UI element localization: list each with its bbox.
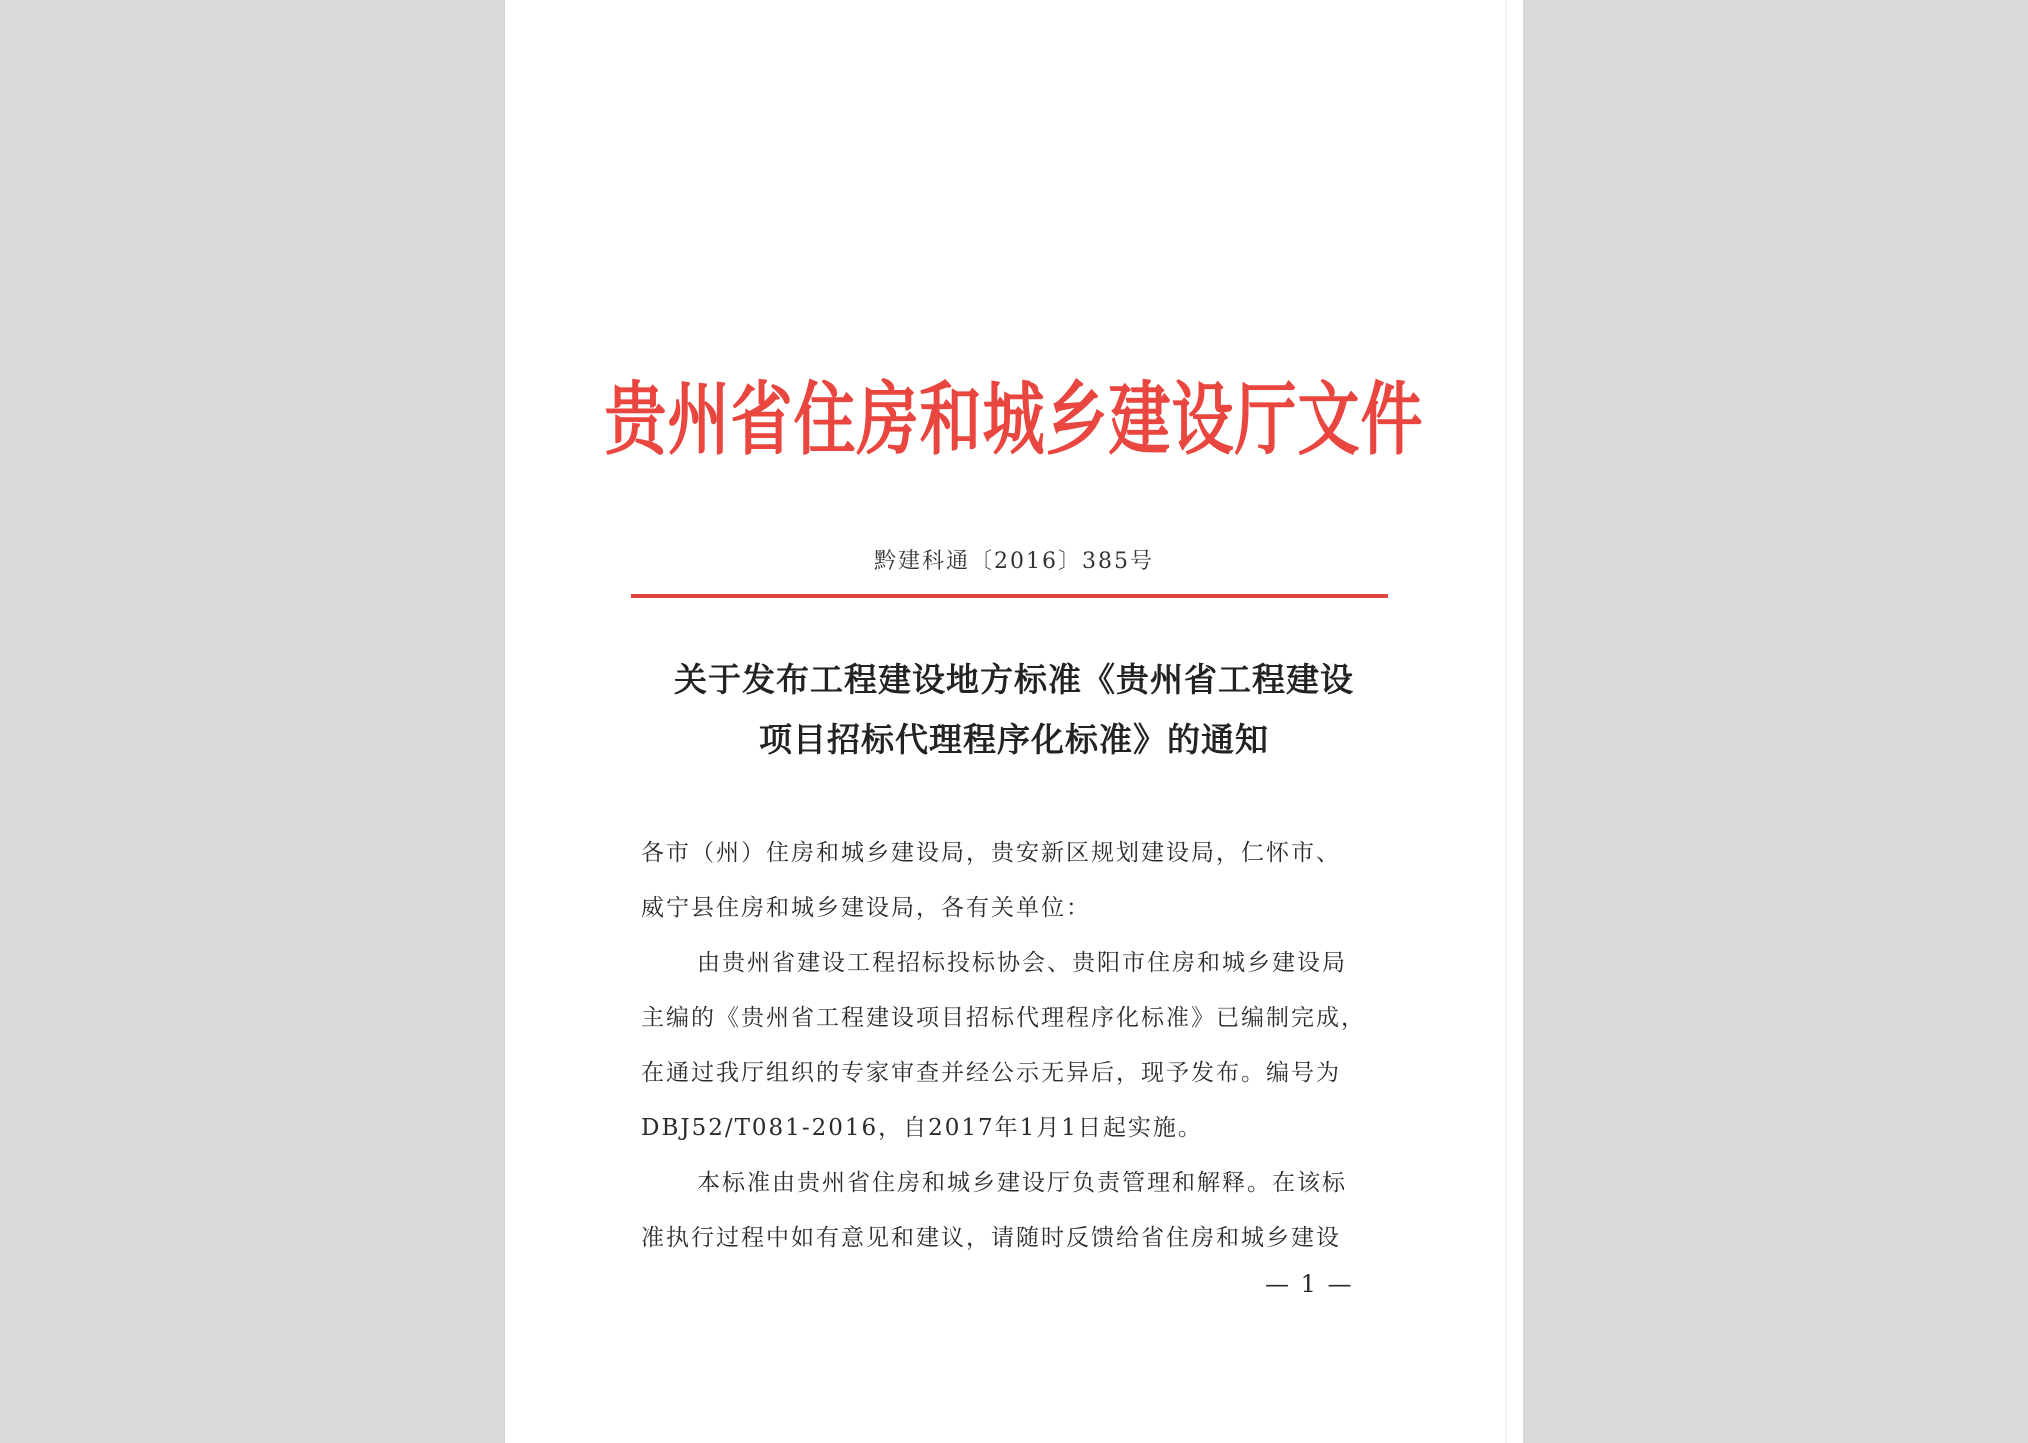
page-number: — 1 — [1265,1270,1354,1298]
recipients-line: 威宁县住房和城乡建设局，各有关单位： [641,895,1091,921]
body-paragraph-line: DBJ52/T081-2016，自2017年1月1日起实施。 [641,1115,1203,1141]
issuing-authority-header: 贵州省住房和城乡建设厅文件 [604,372,1424,467]
body-paragraph-line: 主编的《贵州省工程建设项目招标代理程序化标准》已编制完成， [641,1005,1366,1031]
body-paragraph-line: 由贵州省建设工程招标投标协会、贵阳市住房和城乡建设局 [697,950,1347,976]
document-page [505,0,1523,1443]
notice-title [505,650,1523,770]
body-paragraph-line: 在通过我厅组织的专家审查并经公示无异后，现予发布。编号为 [641,1060,1341,1086]
notice-title-line: 项目招标代理程序化标准》的通知 [759,720,1269,759]
body-paragraph-line: 准执行过程中如有意见和建议，请随时反馈给省住房和城乡建设 [641,1225,1341,1251]
red-divider-line [631,594,1388,598]
body-paragraph-line: 本标准由贵州省住房和城乡建设厅负责管理和解释。在该标 [697,1170,1347,1196]
notice-body [641,826,1411,1266]
recipients-line: 各市（州）住房和城乡建设局，贵安新区规划建设局，仁怀市、 [641,840,1341,866]
document-number: 黔建科通〔2016〕385号 [874,549,1154,574]
notice-title-line: 关于发布工程建设地方标准《贵州省工程建设 [674,660,1354,699]
